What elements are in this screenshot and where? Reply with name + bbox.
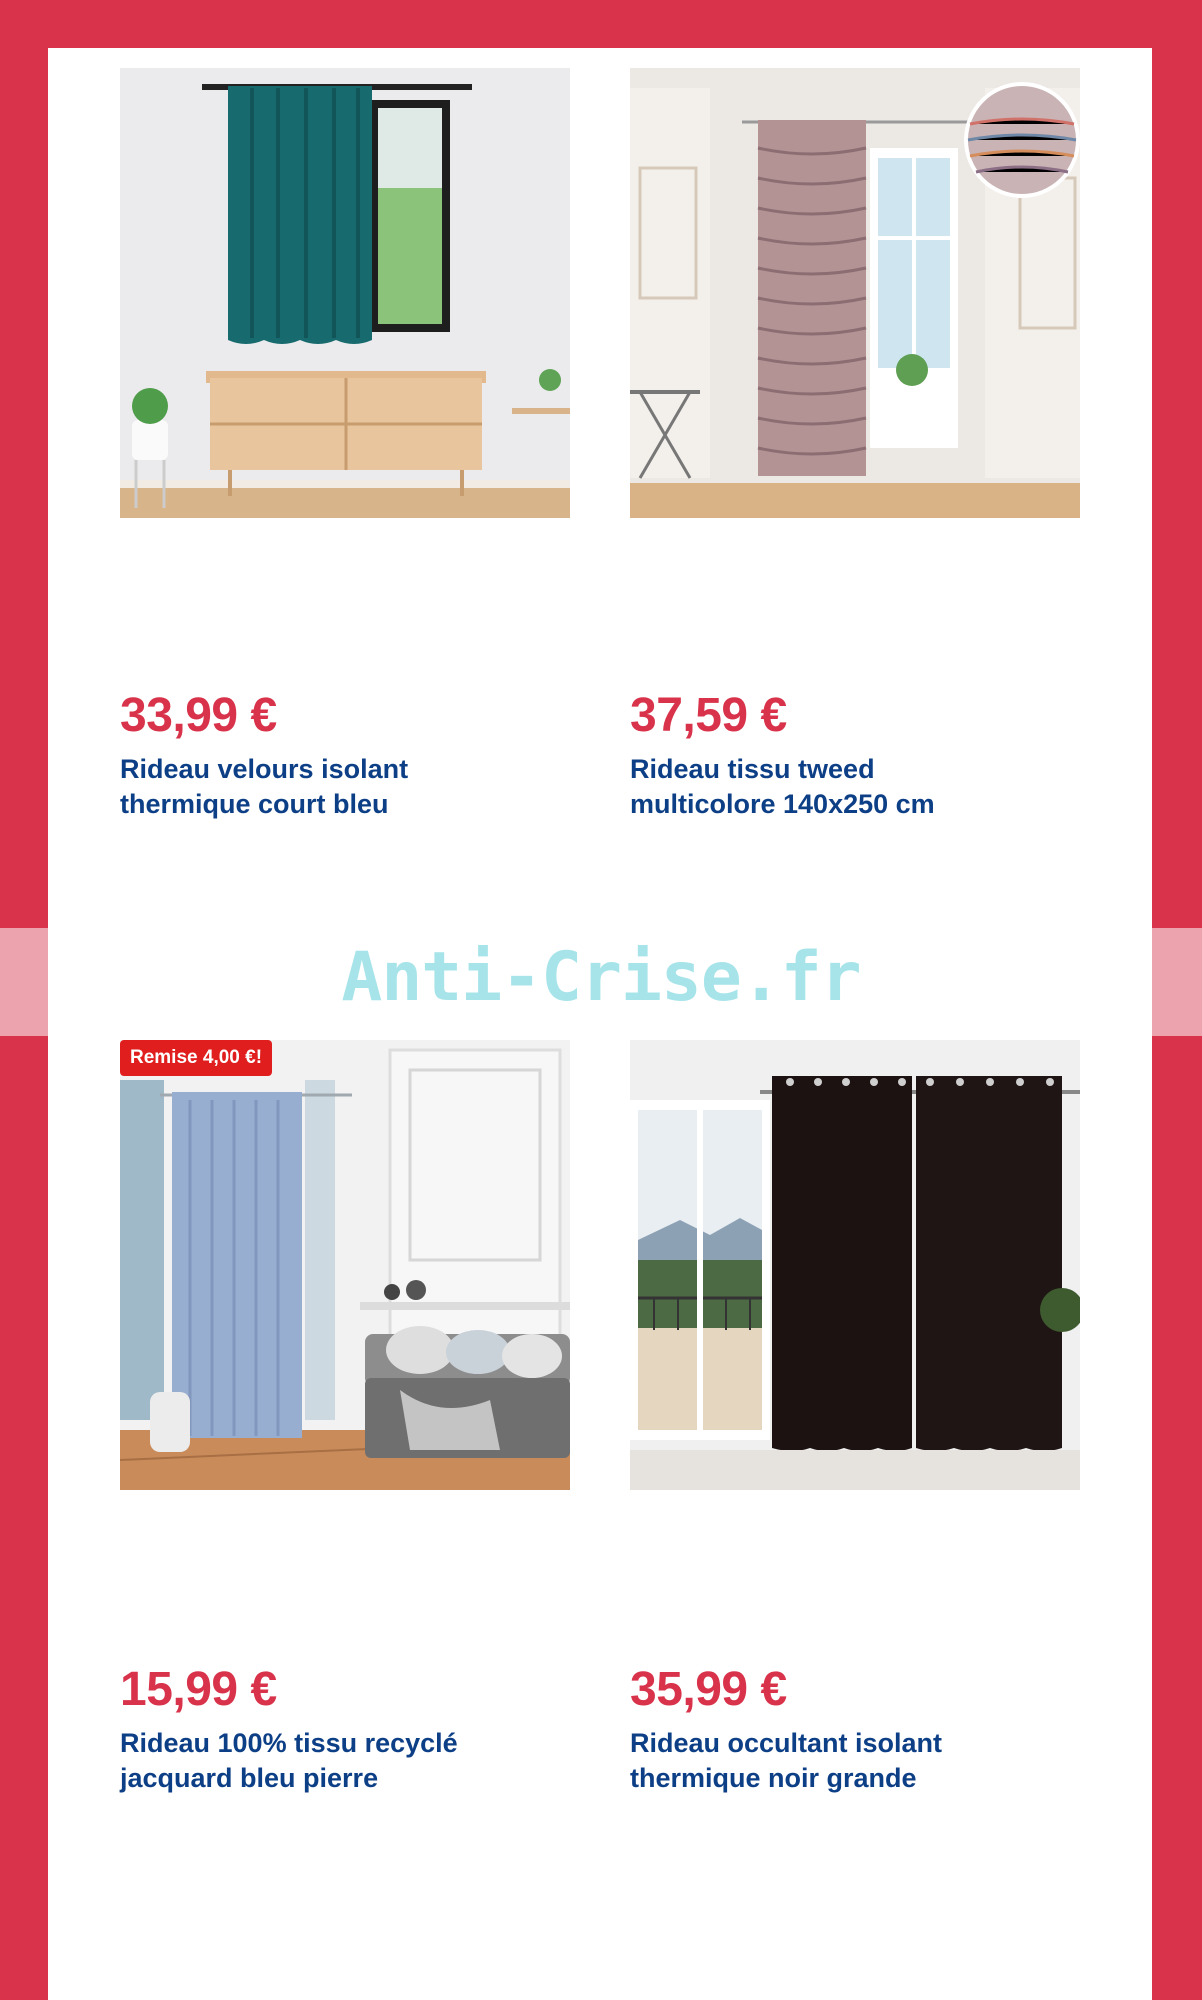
product-name-line2[interactable]: multicolore 140x250 cm: [630, 789, 935, 819]
product-image-velours[interactable]: [120, 68, 570, 518]
product-name-line2[interactable]: thermique court bleu: [120, 789, 389, 819]
product-image-occultant[interactable]: [630, 1040, 1080, 1490]
product-image-tweed[interactable]: [630, 68, 1080, 518]
product-name-line2[interactable]: jacquard bleu pierre: [120, 1763, 379, 1793]
product-name-line1[interactable]: Rideau velours isolant: [120, 754, 409, 784]
product-price: 33,99 €: [120, 689, 277, 742]
product-price: 35,99 €: [630, 1663, 787, 1716]
product-name-line2[interactable]: thermique noir grande: [630, 1763, 917, 1793]
product-name-line1[interactable]: Rideau occultant isolant: [630, 1728, 943, 1758]
product-image-jacquard[interactable]: [120, 1040, 570, 1490]
product-name-line1[interactable]: Rideau tissu tweed: [630, 754, 875, 784]
discount-badge: Remise 4,00 €!: [120, 1040, 272, 1076]
product-price: 15,99 €: [120, 1663, 277, 1716]
product-price: 37,59 €: [630, 689, 787, 742]
product-name-line1[interactable]: Rideau 100% tissu recyclé: [120, 1728, 458, 1758]
watermark-text: Anti-Crise.fr: [341, 938, 861, 1017]
